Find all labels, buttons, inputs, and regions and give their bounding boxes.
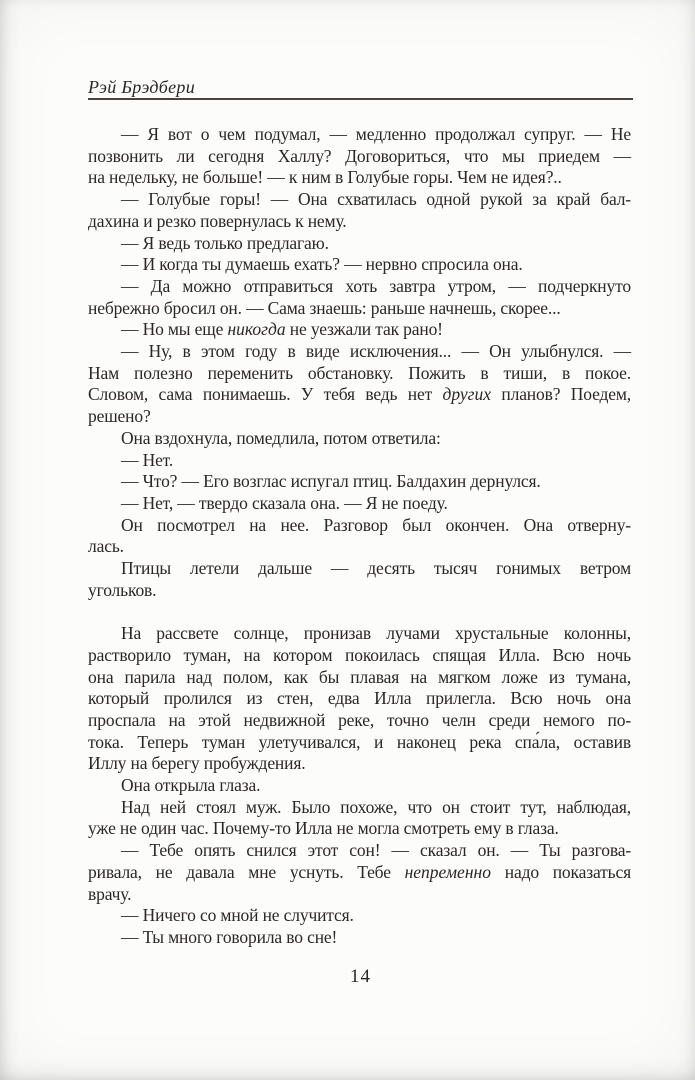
text-line: — Ничего со мной не случится. <box>121 905 354 926</box>
emphasized-word: непременно <box>404 861 491 882</box>
text-line: Нам полезно переменить обстановку. Пожить в тиши, в покое. <box>88 362 631 383</box>
paragraph <box>88 276 631 319</box>
paragraph <box>88 124 631 189</box>
text-line: уже не один час. Почему-то Илла не могла смотреть ему в глаза. <box>88 818 559 839</box>
emphasized-word: никогда <box>227 319 286 340</box>
text-line: Он посмотрел на нее. Разговор был окончен. Она отверну- <box>121 514 631 535</box>
text-line: Иллу на берегу пробуждения. <box>88 753 306 774</box>
text-line: — Ну, в этом году в виде исключения... — Он улыбнулся. — <box>121 341 631 362</box>
text-line: она парила над полом, как бы плавая на мягком ложе из тумана, <box>88 666 631 687</box>
header-rule <box>88 98 633 100</box>
text-line: решено? <box>88 406 151 427</box>
text-line: лась. <box>88 536 124 557</box>
paragraph <box>88 471 631 493</box>
text-line: проспала на этой недвижной реке, точно челн среди немого по- <box>88 709 631 730</box>
text-line: — Голубые горы! — Она схватилась одной рукой за край бал- <box>121 189 631 210</box>
text-line: небрежно бросил он. — Сама знаешь: раньше начнешь, скорее... <box>88 297 561 318</box>
text-line: — Нет, — твердо сказала она. — Я не поеду. <box>121 492 448 513</box>
text-line: — Ты много говорила во сне! <box>121 927 338 947</box>
text-line: Она вздохнула, помедлила, потом ответила: <box>121 427 441 448</box>
paragraph <box>88 189 631 232</box>
text-line: — Я вот о чем подумал, — медленно продолжал супруг. — Не <box>121 124 631 144</box>
paragraph <box>88 254 631 276</box>
paragraph <box>88 905 631 927</box>
paragraph <box>88 515 631 558</box>
text-line: — Тебе опять снился этот сон! — сказал он. — Ты разгова- <box>121 840 631 861</box>
paragraph <box>88 775 631 797</box>
paragraph <box>88 558 631 601</box>
paragraph <box>88 493 631 515</box>
paragraph <box>88 927 631 949</box>
paragraph <box>88 840 631 905</box>
text-line: Словом, сама понимаешь. У тебя ведь нет других планов? Поедем, <box>88 384 631 405</box>
text-line: На рассвете солнце, пронизав лучами хрустальные колонны, <box>121 623 631 644</box>
text-line: Над ней стоял муж. Было похоже, что он стоит тут, наблюдая, <box>121 796 631 817</box>
text-line: угольков. <box>88 579 157 600</box>
text-line: Она открыла глаза. <box>121 775 261 796</box>
emphasized-word: других <box>442 384 491 405</box>
text-line: Птицы летели дальше — десять тысяч гонимых ветром <box>121 558 631 579</box>
text-line: ривала, не давала мне уснуть. Тебе непременно надо показаться <box>88 861 631 882</box>
paragraph <box>88 797 631 840</box>
paragraph <box>88 233 631 255</box>
running-header-author: Рэй Брэдбери <box>88 77 196 97</box>
text-line: растворило туман, на котором покоилась спящая Илла. Всю ночь <box>88 644 631 665</box>
paragraph <box>88 341 631 428</box>
text-line: который пролился из стен, едва Илла прилегла. Всю ночь она <box>88 688 631 709</box>
text-line: позвонить ли сегодня Халлу? Договориться, что мы приедем — <box>88 145 631 166</box>
text-line: — Я ведь только предлагаю. <box>121 232 329 253</box>
text-line: врачу. <box>88 883 132 904</box>
paragraph <box>88 428 631 450</box>
text-line: — Нет. <box>121 449 174 470</box>
page-number: 14 <box>350 966 371 987</box>
page-body-text <box>88 124 631 949</box>
paragraph <box>88 319 631 341</box>
text-line: тока. Теперь туман улетучивался, и наконец река спа́ла, оставив <box>88 731 631 752</box>
text-line: — И когда ты думаешь ехать? — нервно спросила она. <box>121 254 523 275</box>
text-line: — Что? — Его возглас испугал птиц. Балдахин дернулся. <box>121 471 541 492</box>
paragraph <box>88 623 631 775</box>
text-line: дахина и резко повернулась к нему. <box>88 210 347 231</box>
text-line: — Да можно отправиться хоть завтра утром, — подчеркнуто <box>121 275 631 296</box>
text-line: — Но мы еще никогда не уезжали так рано! <box>121 319 443 340</box>
text-line: на недельку, не больше! — к ним в Голубые горы. Чем не идея?.. <box>88 167 562 188</box>
paragraph <box>88 450 631 472</box>
